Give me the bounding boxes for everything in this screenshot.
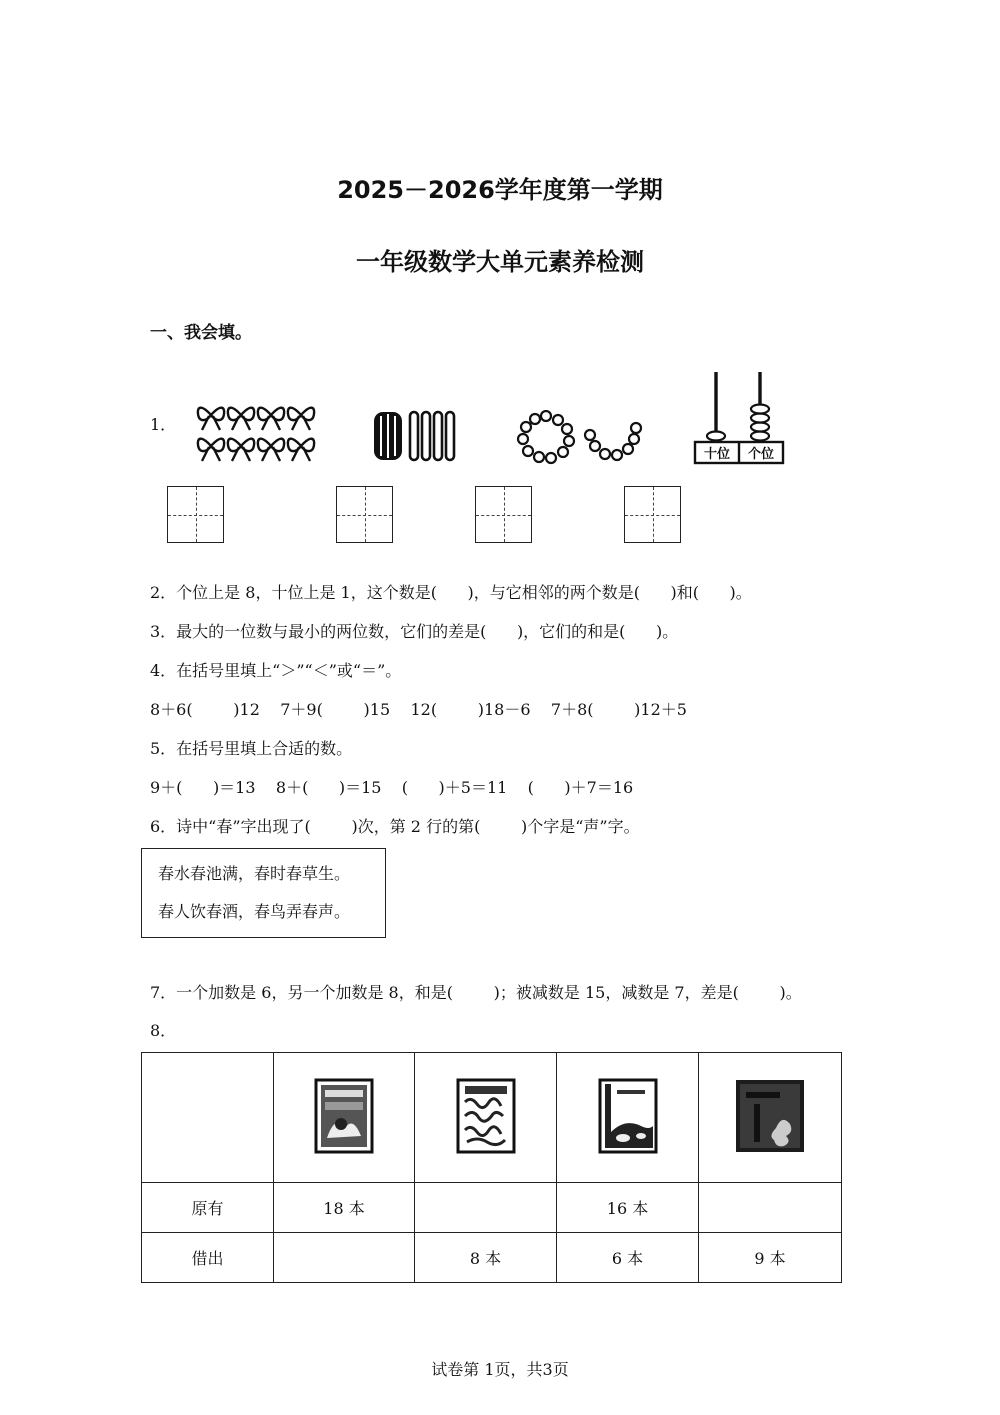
book-2-cell <box>415 1053 557 1183</box>
original-book-2[interactable] <box>415 1183 557 1233</box>
table-corner-cell <box>142 1053 274 1183</box>
question-6: 6．诗中“春”字出现了( )次，第 2 行的第( )个字是“声”字。 <box>150 817 640 836</box>
poem-line-2: 春人饮春酒，春鸟弄春声。 <box>158 902 351 921</box>
book-2-picture <box>453 1076 519 1156</box>
original-book-4[interactable] <box>699 1183 842 1233</box>
beads-picture <box>515 410 645 466</box>
question-7: 7．一个加数是 6，另一个加数是 8，和是( )；被减数是 15，减数是 7，差是( )。 <box>150 983 802 1002</box>
book-4-cell <box>699 1053 842 1183</box>
abacus-picture <box>692 370 787 465</box>
question-5-items: 9＋( )＝13 8＋( )＝15 ( )＋5＝11 ( )＋7＝16 <box>150 778 634 797</box>
book-1-picture <box>311 1076 377 1156</box>
borrowed-book-1[interactable] <box>274 1233 415 1283</box>
poem-line-1: 春水春池满，春时春草生。 <box>158 864 351 883</box>
book-3-picture <box>595 1076 661 1156</box>
page-footer: 试卷第 1页，共3页 <box>431 1360 569 1379</box>
question-5: 5．在括号里填上合适的数。 <box>150 739 353 758</box>
book-1-cell <box>274 1053 415 1183</box>
borrowed-book-4[interactable]: 9 本 <box>699 1233 842 1283</box>
question-2: 2．个位上是 8，十位上是 1，这个数是( )，与它相邻的两个数是( )和( )。 <box>150 583 752 602</box>
exam-title-line2: 一年级数学大单元素养检测 <box>356 248 644 276</box>
row-label-original: 原有 <box>142 1183 274 1233</box>
answer-box-beads[interactable] <box>475 486 532 543</box>
books-table <box>141 1052 842 1283</box>
table-header-row <box>142 1053 842 1183</box>
row-label-borrowed: 借出 <box>142 1233 274 1283</box>
question-4: 4．在括号里填上“＞”“＜”或“＝”。 <box>150 661 402 680</box>
question-3: 3．最大的一位数与最小的两位数，它们的差是( )，它们的和是( )。 <box>150 622 679 641</box>
question-8-number: 8． <box>150 1021 177 1040</box>
section-heading: 一、我会填。 <box>150 323 252 343</box>
table-row-borrowed <box>142 1233 842 1283</box>
poem-box <box>141 848 386 938</box>
table-row-original <box>142 1183 842 1233</box>
exam-title-line1: 2025－2026学年度第一学期 <box>337 176 663 204</box>
borrowed-book-3[interactable]: 6 本 <box>557 1233 699 1283</box>
borrowed-book-2[interactable]: 8 本 <box>415 1233 557 1283</box>
answer-box-sticks[interactable] <box>336 486 393 543</box>
question-4-items: 8＋6( )12 7＋9( )15 12( )18－6 7＋8( )12＋5 <box>150 700 687 719</box>
answer-box-abacus[interactable] <box>624 486 681 543</box>
sticks-picture <box>372 408 458 464</box>
abacus-label-tens: 十位 <box>703 447 731 462</box>
original-book-1[interactable]: 18 本 <box>274 1183 415 1233</box>
book-3-cell <box>557 1053 699 1183</box>
answer-box-bows[interactable] <box>167 486 224 543</box>
bow-picture <box>196 402 320 464</box>
abacus-label-ones: 个位 <box>747 447 775 462</box>
original-book-3[interactable]: 16 本 <box>557 1183 699 1233</box>
book-4-picture <box>732 1076 808 1156</box>
question-1-number: 1． <box>150 415 177 434</box>
